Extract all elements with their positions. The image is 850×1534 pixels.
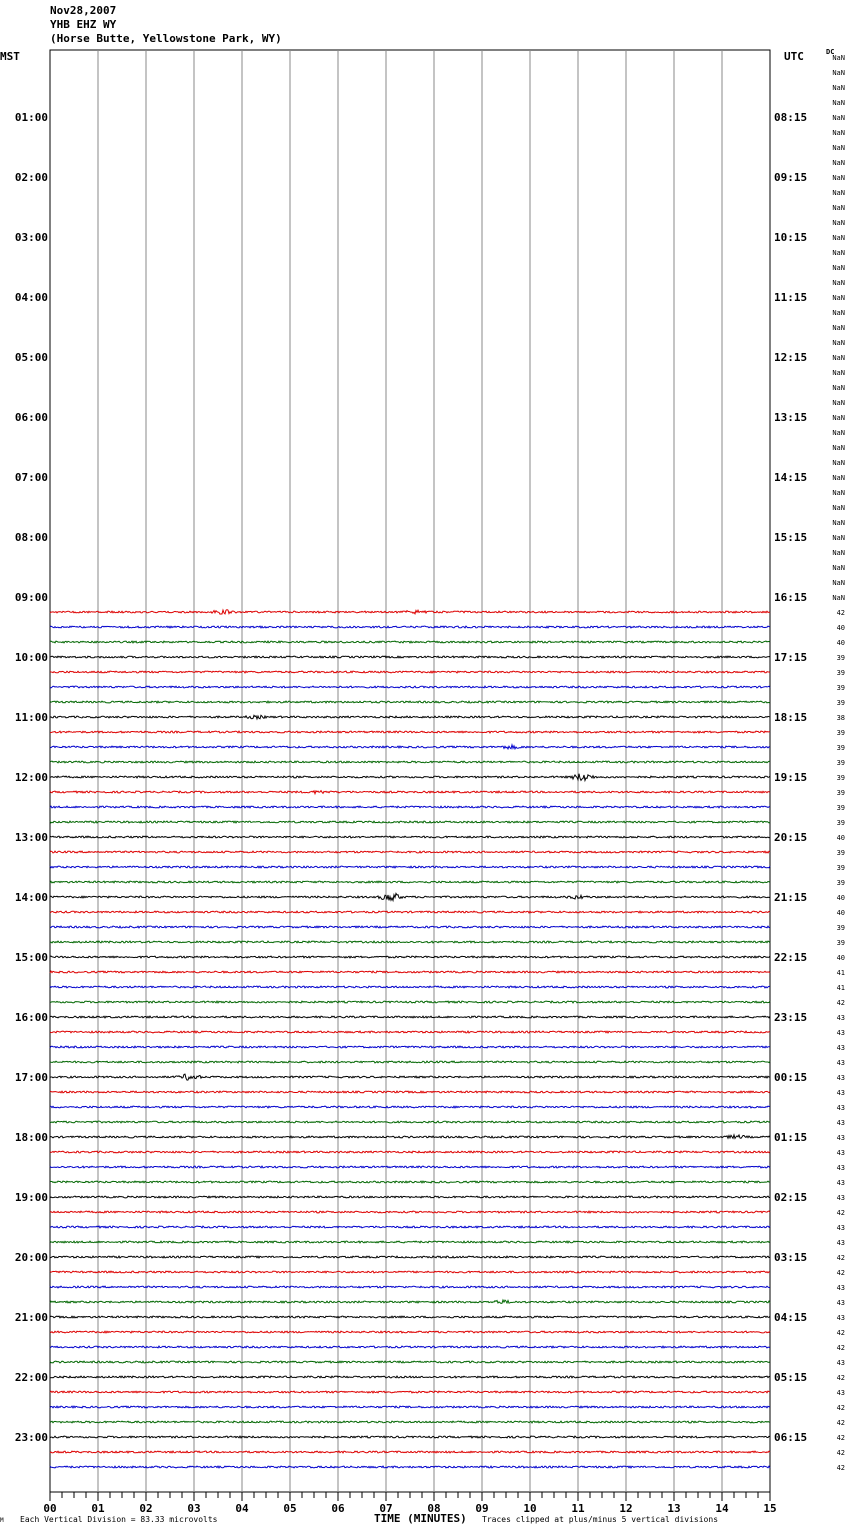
corner-mark: M bbox=[0, 1517, 4, 1524]
dc-offset-value: 39 bbox=[836, 744, 845, 752]
dc-offset-value: 43 bbox=[836, 1179, 845, 1187]
dc-offset-value: NaN bbox=[832, 519, 845, 527]
dc-offset-value: 39 bbox=[836, 789, 845, 797]
seismic-trace bbox=[50, 1286, 770, 1288]
dc-offset-value: NaN bbox=[832, 324, 845, 332]
dc-offset-value: 39 bbox=[836, 729, 845, 737]
hour-label-utc: 01:15 bbox=[774, 1131, 808, 1144]
seismic-trace bbox=[50, 941, 770, 943]
seismic-trace bbox=[50, 745, 770, 749]
seismic-trace bbox=[50, 656, 770, 658]
x-tick-label: 11 bbox=[571, 1502, 585, 1515]
hour-label-utc: 00:15 bbox=[774, 1071, 808, 1084]
x-tick-label: 12 bbox=[619, 1502, 633, 1515]
x-tick-label: 14 bbox=[715, 1502, 729, 1515]
dc-offset-value: 39 bbox=[836, 684, 845, 692]
dc-offset-value: NaN bbox=[832, 189, 845, 197]
hour-label-local: 09:00 bbox=[14, 591, 48, 604]
hour-label-utc: 09:15 bbox=[774, 171, 808, 184]
dc-offset-value: 38 bbox=[836, 714, 845, 722]
dc-offset-value: 39 bbox=[836, 939, 845, 947]
seismic-trace bbox=[50, 715, 770, 719]
dc-offset-value: NaN bbox=[832, 369, 845, 377]
dc-offset-value: 39 bbox=[836, 774, 845, 782]
dc-offset-value: NaN bbox=[832, 354, 845, 362]
seismic-trace bbox=[50, 1331, 770, 1333]
seismic-trace bbox=[50, 1121, 770, 1123]
seismic-trace bbox=[50, 1106, 770, 1108]
dc-offset-value: 42 bbox=[836, 1269, 845, 1277]
dc-offset-value: 42 bbox=[836, 1374, 845, 1382]
seismic-trace bbox=[50, 1346, 770, 1348]
seismic-trace bbox=[50, 1316, 770, 1318]
dc-offset-value: NaN bbox=[832, 234, 845, 242]
hour-label-utc: 22:15 bbox=[774, 951, 808, 964]
dc-offset-value: 43 bbox=[836, 1314, 845, 1322]
hour-label-local: 13:00 bbox=[14, 831, 48, 844]
hour-label-local: 07:00 bbox=[14, 471, 48, 484]
dc-offset-value: NaN bbox=[832, 384, 845, 392]
hour-label-utc: 23:15 bbox=[774, 1011, 808, 1024]
hour-label-local: 18:00 bbox=[14, 1131, 48, 1144]
dc-offset-value: NaN bbox=[832, 504, 845, 512]
seismic-trace bbox=[50, 626, 770, 628]
dc-offset-value: NaN bbox=[832, 249, 845, 257]
dc-offset-value: 43 bbox=[836, 1119, 845, 1127]
x-tick-label: 04 bbox=[235, 1502, 249, 1515]
dc-offset-value: NaN bbox=[832, 279, 845, 287]
dc-offset-value: 43 bbox=[836, 1014, 845, 1022]
hour-label-local: 21:00 bbox=[14, 1311, 48, 1324]
dc-offset-value: NaN bbox=[832, 444, 845, 452]
dc-offset-value: NaN bbox=[832, 564, 845, 572]
x-tick-label: 15 bbox=[763, 1502, 777, 1515]
dc-offset-value: 39 bbox=[836, 849, 845, 857]
dc-offset-value: 39 bbox=[836, 864, 845, 872]
seismic-trace bbox=[50, 911, 770, 913]
seismic-trace bbox=[50, 866, 770, 868]
dc-offset-value: NaN bbox=[832, 174, 845, 182]
hour-label-utc: 16:15 bbox=[774, 591, 808, 604]
hour-label-local: 16:00 bbox=[14, 1011, 48, 1024]
hour-label-local: 03:00 bbox=[14, 231, 48, 244]
x-tick-label: 06 bbox=[331, 1502, 345, 1515]
seismic-trace bbox=[50, 986, 770, 988]
dc-offset-value: 43 bbox=[836, 1134, 845, 1142]
dc-offset-value: 42 bbox=[836, 1434, 845, 1442]
dc-offset-value: 42 bbox=[836, 609, 845, 617]
dc-offset-value: 43 bbox=[836, 1074, 845, 1082]
dc-offset-value: 43 bbox=[836, 1104, 845, 1112]
dc-offset-value: 42 bbox=[836, 1329, 845, 1337]
dc-offset-value: 42 bbox=[836, 1464, 845, 1472]
seismic-trace bbox=[50, 893, 770, 900]
dc-offset-value: 43 bbox=[836, 1149, 845, 1157]
seismic-trace bbox=[50, 774, 770, 781]
seismic-trace bbox=[50, 1391, 770, 1393]
seismic-trace bbox=[50, 1181, 770, 1183]
dc-offset-value: NaN bbox=[832, 204, 845, 212]
dc-offset-value: 43 bbox=[836, 1089, 845, 1097]
seismic-trace bbox=[50, 1061, 770, 1063]
seismic-trace bbox=[50, 686, 770, 688]
dc-offset-value: NaN bbox=[832, 309, 845, 317]
dc-offset-value: 39 bbox=[836, 699, 845, 707]
hour-label-utc: 05:15 bbox=[774, 1371, 808, 1384]
seismic-trace bbox=[50, 1361, 770, 1363]
plot-frame bbox=[50, 50, 770, 1492]
dc-offset-value: NaN bbox=[832, 534, 845, 542]
hour-label-utc: 14:15 bbox=[774, 471, 808, 484]
hour-label-local: 10:00 bbox=[14, 651, 48, 664]
seismic-trace bbox=[50, 1046, 770, 1048]
dc-offset-value: NaN bbox=[832, 549, 845, 557]
dc-offset-value: NaN bbox=[832, 99, 845, 107]
dc-offset-value: 40 bbox=[836, 909, 845, 917]
dc-offset-value: 40 bbox=[836, 954, 845, 962]
dc-offset-value: 39 bbox=[836, 924, 845, 932]
x-tick-label: 10 bbox=[523, 1502, 537, 1515]
dc-offset-value: NaN bbox=[832, 129, 845, 137]
dc-offset-value: 41 bbox=[836, 969, 845, 977]
seismic-trace bbox=[50, 926, 770, 928]
hour-label-utc: 04:15 bbox=[774, 1311, 808, 1324]
dc-offset-value: 39 bbox=[836, 669, 845, 677]
seismic-trace bbox=[50, 610, 770, 615]
seismic-trace bbox=[50, 1211, 770, 1213]
dc-offset-value: 40 bbox=[836, 894, 845, 902]
hour-label-utc: 02:15 bbox=[774, 1191, 808, 1204]
seismic-trace bbox=[50, 761, 770, 763]
seismic-trace bbox=[50, 1226, 770, 1228]
dc-offset-value: 43 bbox=[836, 1239, 845, 1247]
dc-offset-value: 39 bbox=[836, 879, 845, 887]
dc-offset-value: 42 bbox=[836, 999, 845, 1007]
hour-label-local: 02:00 bbox=[14, 171, 48, 184]
seismic-trace bbox=[50, 836, 770, 838]
hour-label-local: 06:00 bbox=[14, 411, 48, 424]
dc-offset-value: 42 bbox=[836, 1404, 845, 1412]
hour-label-utc: 19:15 bbox=[774, 771, 808, 784]
dc-offset-value: NaN bbox=[832, 594, 845, 602]
hour-label-local: 17:00 bbox=[14, 1071, 48, 1084]
seismic-trace bbox=[50, 806, 770, 808]
dc-offset-value: 39 bbox=[836, 804, 845, 812]
dc-offset-value: 43 bbox=[836, 1359, 845, 1367]
dc-offset-value: 42 bbox=[836, 1344, 845, 1352]
seismic-trace bbox=[50, 881, 770, 883]
dc-offset-value: 40 bbox=[836, 834, 845, 842]
seismic-trace bbox=[50, 1074, 770, 1080]
seismic-trace bbox=[50, 1271, 770, 1273]
chart-station: YHB EHZ WY bbox=[50, 18, 117, 31]
hour-label-utc: 08:15 bbox=[774, 111, 808, 124]
hour-label-utc: 15:15 bbox=[774, 531, 808, 544]
seismic-trace bbox=[50, 1406, 770, 1408]
dc-offset-value: 40 bbox=[836, 639, 845, 647]
x-tick-label: 05 bbox=[283, 1502, 297, 1515]
seismic-trace bbox=[50, 791, 770, 794]
seismic-trace bbox=[50, 731, 770, 733]
hour-label-local: 14:00 bbox=[14, 891, 48, 904]
chart-location: (Horse Butte, Yellowstone Park, WY) bbox=[50, 32, 282, 45]
seismic-trace bbox=[50, 1436, 770, 1438]
hour-label-local: 04:00 bbox=[14, 291, 48, 304]
dc-offset-value: 42 bbox=[836, 1209, 845, 1217]
seismic-trace bbox=[50, 1466, 770, 1468]
seismic-trace bbox=[50, 956, 770, 958]
dc-offset-value: NaN bbox=[832, 414, 845, 422]
seismic-trace bbox=[50, 1196, 770, 1198]
seismic-trace bbox=[50, 1241, 770, 1243]
dc-offset-value: NaN bbox=[832, 69, 845, 77]
hour-label-utc: 10:15 bbox=[774, 231, 808, 244]
dc-offset-value: 39 bbox=[836, 819, 845, 827]
seismic-trace bbox=[50, 1135, 770, 1139]
x-tick-label: 07 bbox=[379, 1502, 393, 1515]
dc-offset-value: 43 bbox=[836, 1164, 845, 1172]
dc-offset-value: NaN bbox=[832, 294, 845, 302]
seismic-trace bbox=[50, 821, 770, 823]
dc-offset-header: DC bbox=[826, 48, 835, 56]
hour-label-utc: 11:15 bbox=[774, 291, 808, 304]
seismic-trace bbox=[50, 1300, 770, 1303]
dc-offset-value: NaN bbox=[832, 159, 845, 167]
dc-offset-value: NaN bbox=[832, 114, 845, 122]
seismic-trace bbox=[50, 1451, 770, 1453]
x-tick-label: 09 bbox=[475, 1502, 489, 1515]
x-tick-label: 01 bbox=[91, 1502, 105, 1515]
seismic-trace bbox=[50, 1151, 770, 1153]
dc-offset-value: 43 bbox=[836, 1224, 845, 1232]
vertical-scale-note: Each Vertical Division = 83.33 microvolts bbox=[20, 1515, 218, 1524]
dc-offset-value: 42 bbox=[836, 1254, 845, 1262]
seismic-trace bbox=[50, 1031, 770, 1033]
dc-offset-value: NaN bbox=[832, 399, 845, 407]
chart-date: Nov28,2007 bbox=[50, 4, 117, 17]
dc-offset-value: 43 bbox=[836, 1194, 845, 1202]
dc-offset-value: NaN bbox=[832, 339, 845, 347]
x-tick-label: 08 bbox=[427, 1502, 441, 1515]
dc-offset-value: 42 bbox=[836, 1419, 845, 1427]
dc-offset-value: 41 bbox=[836, 984, 845, 992]
dc-offset-value: NaN bbox=[832, 54, 845, 62]
dc-offset-value: 40 bbox=[836, 624, 845, 632]
dc-offset-value: 43 bbox=[836, 1044, 845, 1052]
right-timezone-label: UTC bbox=[784, 50, 804, 63]
hour-label-utc: 03:15 bbox=[774, 1251, 808, 1264]
hour-label-local: 12:00 bbox=[14, 771, 48, 784]
dc-offset-value: NaN bbox=[832, 459, 845, 467]
hour-label-utc: 12:15 bbox=[774, 351, 808, 364]
seismic-trace bbox=[50, 971, 770, 973]
seismic-trace bbox=[50, 1421, 770, 1423]
dc-offset-value: NaN bbox=[832, 429, 845, 437]
hour-label-utc: 21:15 bbox=[774, 891, 808, 904]
dc-offset-value: NaN bbox=[832, 579, 845, 587]
dc-offset-value: 43 bbox=[836, 1029, 845, 1037]
x-tick-label: 02 bbox=[139, 1502, 153, 1515]
dc-offset-value: NaN bbox=[832, 84, 845, 92]
dc-offset-value: NaN bbox=[832, 144, 845, 152]
dc-offset-value: 42 bbox=[836, 1449, 845, 1457]
x-tick-label: 00 bbox=[43, 1502, 57, 1515]
left-timezone-label: MST bbox=[0, 50, 20, 63]
seismic-trace bbox=[50, 1166, 770, 1168]
dc-offset-value: NaN bbox=[832, 264, 845, 272]
hour-label-local: 05:00 bbox=[14, 351, 48, 364]
hour-label-local: 23:00 bbox=[14, 1431, 48, 1444]
dc-offset-value: 43 bbox=[836, 1059, 845, 1067]
hour-label-local: 08:00 bbox=[14, 531, 48, 544]
seismic-trace bbox=[50, 641, 770, 643]
hour-label-local: 11:00 bbox=[14, 711, 48, 724]
seismic-trace bbox=[50, 701, 770, 703]
seismic-trace bbox=[50, 851, 770, 853]
dc-offset-value: 43 bbox=[836, 1389, 845, 1397]
hour-label-local: 20:00 bbox=[14, 1251, 48, 1264]
hour-label-local: 15:00 bbox=[14, 951, 48, 964]
x-tick-label: 13 bbox=[667, 1502, 681, 1515]
hour-label-local: 01:00 bbox=[14, 111, 48, 124]
dc-offset-value: 39 bbox=[836, 654, 845, 662]
dc-offset-value: 43 bbox=[836, 1284, 845, 1292]
hour-label-utc: 17:15 bbox=[774, 651, 808, 664]
dc-offset-value: NaN bbox=[832, 219, 845, 227]
hour-label-utc: 06:15 bbox=[774, 1431, 808, 1444]
seismic-trace bbox=[50, 1016, 770, 1018]
seismic-trace bbox=[50, 1091, 770, 1093]
x-axis-label: TIME (MINUTES) bbox=[374, 1512, 467, 1525]
clip-note: Traces clipped at plus/minus 5 vertical divisions bbox=[482, 1515, 719, 1524]
hour-label-local: 22:00 bbox=[14, 1371, 48, 1384]
seismic-trace bbox=[50, 1001, 770, 1003]
hour-label-utc: 13:15 bbox=[774, 411, 808, 424]
hour-label-utc: 20:15 bbox=[774, 831, 808, 844]
x-tick-label: 03 bbox=[187, 1502, 201, 1515]
seismic-trace bbox=[50, 1256, 770, 1258]
dc-offset-value: 39 bbox=[836, 759, 845, 767]
seismic-trace bbox=[50, 1376, 770, 1378]
seismic-trace bbox=[50, 671, 770, 673]
dc-offset-value: NaN bbox=[832, 489, 845, 497]
dc-offset-value: NaN bbox=[832, 474, 845, 482]
hour-label-utc: 18:15 bbox=[774, 711, 808, 724]
dc-offset-value: 43 bbox=[836, 1299, 845, 1307]
hour-label-local: 19:00 bbox=[14, 1191, 48, 1204]
